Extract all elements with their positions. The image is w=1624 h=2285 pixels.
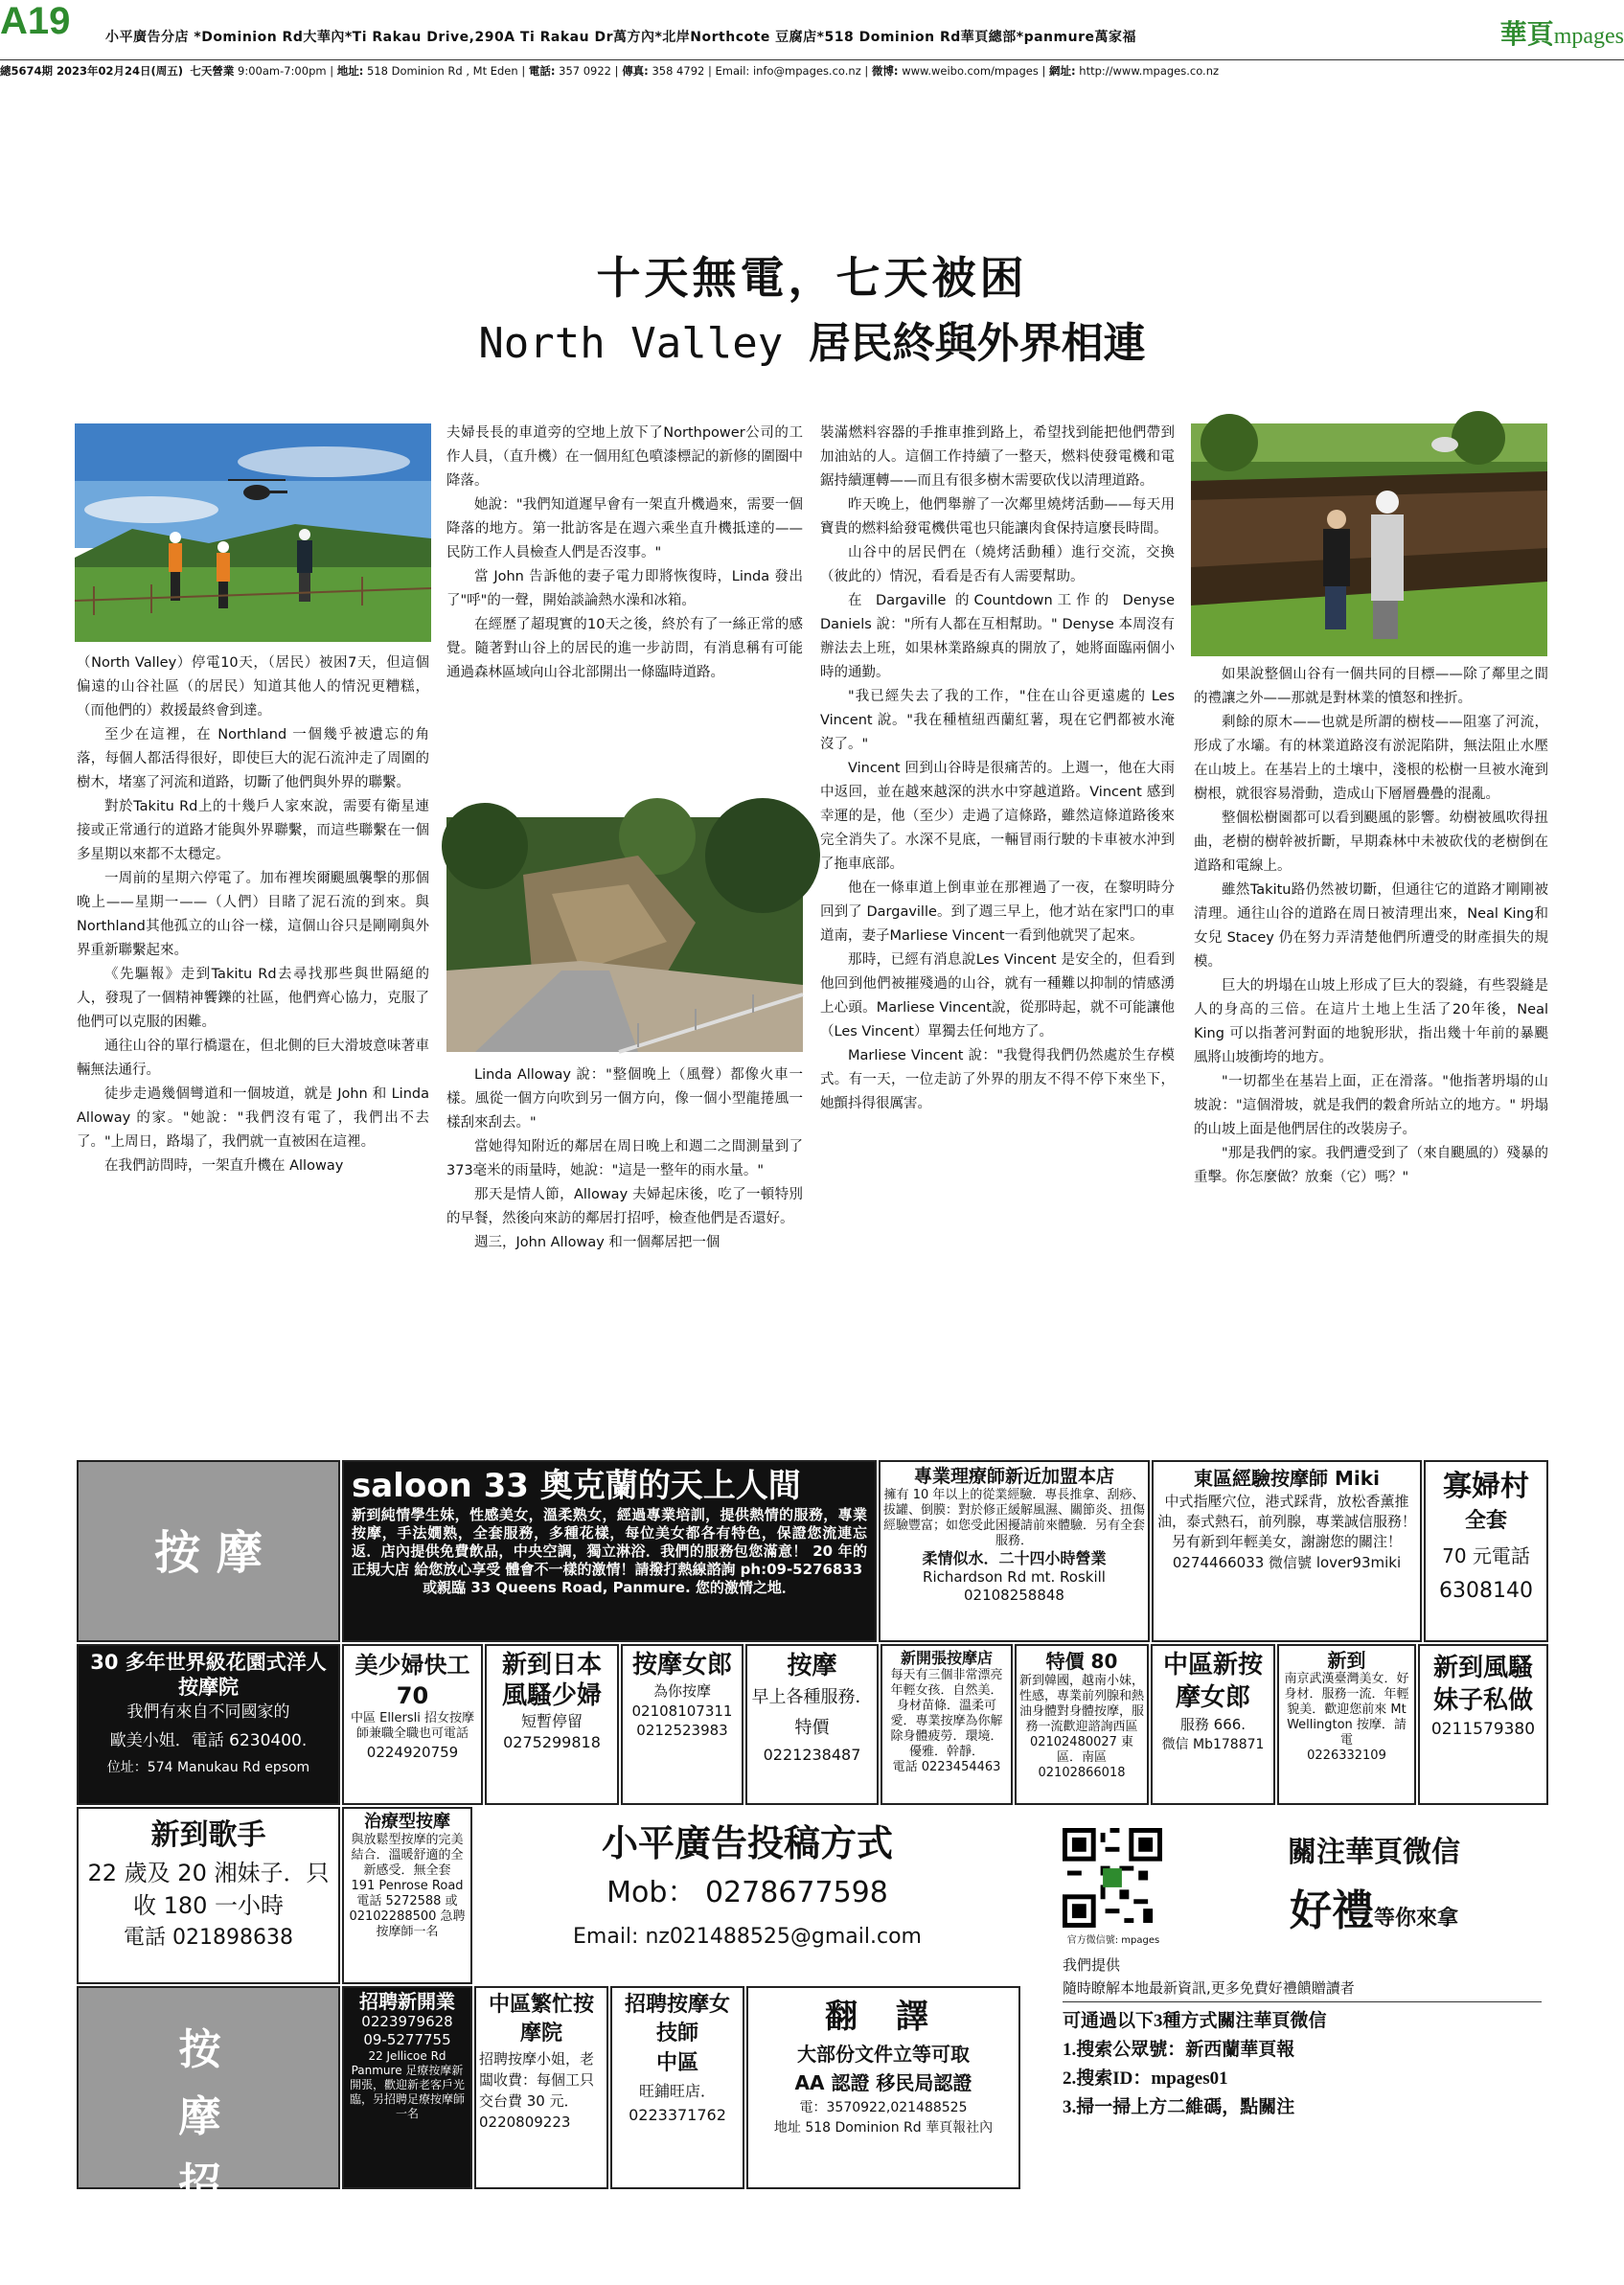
- therapy-body: 與放鬆型按摩的完美結合．溫暖舒適的全新感受．無全套: [351, 1833, 464, 1878]
- article-column-2-bottom: [446, 1063, 803, 1255]
- address-label: 地址:: [336, 64, 364, 78]
- saloon-body: 新到純情學生妹，性感美女，溫柔熟女，經過專業培訓，提供熱情的服務，專業按摩，手法嫺熟，全套服務，多種花樣，每位美女都各有特色，保證您流連忘返．店內提供免費飲品，中央空調，獨立淋浴．我們的服務包您滿意！ 20 年的正規大店 給您放心享受 體會不一樣的激情！請撥打熱線諮詢 ph:09-5276833: [352, 1506, 867, 1578]
- phone-label: 電話:: [528, 64, 556, 78]
- hillside-crack-photo: [1191, 423, 1547, 656]
- nanjing-phone: 0226332109: [1307, 1748, 1386, 1763]
- nvlang-title: 按摩女郎: [631, 1651, 732, 1679]
- paragraph: 整個松樹園都可以看到颶風的影響。幼樹被風吹得扭曲，老樹的樹幹被折斷，早期森林中未被砍伐的老樹倒在道路和電線上。: [1194, 811, 1548, 874]
- meishao-phone: 0224920759: [366, 1744, 459, 1761]
- miki-title: 東區經驗按摩師 Miki: [1194, 1467, 1380, 1490]
- article-column-2-top: [446, 422, 803, 685]
- translate-line-2: AA 認證 移民局認證: [794, 2071, 972, 2094]
- widow-sub: 全套: [1464, 1509, 1507, 1533]
- headline: 十天無電，七天被困: [596, 252, 1028, 304]
- wechat-gift: [1216, 1876, 1532, 1937]
- paragraph: （North Valley）停電10天，（居民）被困7天，但這個偏遠的山谷社區（的居民）知道其他人的情況更糟糕，（而他們的）救援最終會到達。: [77, 655, 429, 719]
- paragraph: 週三，John Alloway 和一個鄰居把一個: [474, 1235, 721, 1250]
- therapist-title: 專業理療師新近加盟本店: [913, 1466, 1114, 1487]
- japan-phone: 0275299818: [503, 1733, 601, 1751]
- ad-translation[interactable]: [746, 1986, 1020, 2189]
- paragraph: 裝滿燃料容器的手推車推到路上，希望找到能把他們帶到加油站的人。這個工作持續了一整天，燃料使發電機和電鋸持續運轉——而且有很多樹木需要砍伐以清理道路。: [820, 425, 1175, 489]
- paragraph: 夫婦長長的車道旁的空地上放下了Northpower公司的工作人員，（直升機）在一個用紅色噴漆標記的新修的圍圈中降落。: [446, 425, 803, 489]
- paragraph: 在 Dargaville 的Countdown工作的 Denyse Daniels 說："所有人都在互相幫助。" Denyse 本周沒有辦法去上班，如果林業路線真的開放了，她將面臨兩個小時的通勤。: [820, 593, 1175, 680]
- paragraph: 在我們訪問時，一架直升機在 Alloway: [104, 1158, 344, 1174]
- widow-price: 70 元電話: [1442, 1544, 1530, 1567]
- paragraph: 一周前的星期六停電了。加布裡埃爾颶風襲擊的那個晚上——星期一——（人們）目睹了泥石流的到來。與Northland其他孤立的山谷一樣，這個山谷只是剛剛與外界重新聯繫起來。: [77, 871, 429, 958]
- ad-meishao[interactable]: [342, 1644, 483, 1805]
- special-body: 新到韓國，越南小妹，性感，專業前列腺和熱油身體對身體按摩，服務一流歡迎諮詢西區: [1019, 1674, 1145, 1734]
- paragraph: "那是我們的家。我們遭受到了（來自颶風的）殘暴的重擊。你怎麼做？放棄（它）嗎？": [1194, 1146, 1548, 1185]
- paragraph: 對於Takitu Rd上的十幾戶人家來說，需要有衛星連接或正常通行的道路才能與外界聯繫，而這些聯繫在一個多星期以來都不太穩定。: [77, 799, 429, 862]
- hiring1-phone-2: 09-5277755: [363, 2031, 451, 2048]
- hiring1-phone-1: 0223979628: [361, 2013, 453, 2030]
- meishao-title: 美少婦快工 70: [355, 1652, 470, 1709]
- widow-title: 寡婦村: [1443, 1470, 1529, 1503]
- subheadline-latin: North Valley: [478, 319, 809, 368]
- qr-caption: 官方微信號: mpages: [1066, 1935, 1160, 1946]
- website-link[interactable]: http://www.mpages.co.nz: [1079, 64, 1220, 78]
- hours: 9:00am-7:00pm: [238, 64, 327, 78]
- paragraph: 山谷中的居民們在（燒烤活動種）進行交流，交換（彼此的）情況，看看是否有人需要幫助。: [820, 545, 1175, 584]
- submission-email[interactable]: Email: nz021488525@gmail.com: [573, 1925, 922, 1949]
- landslide-road-photo: [446, 817, 803, 1052]
- translate-line-1: 大部份文件立等可取: [797, 2043, 970, 2066]
- saloon-title-latin: saloon 33: [352, 1467, 540, 1505]
- paragraph: 剩餘的原木——也就是所謂的樹枝——阻塞了河流，形成了水壩。有的林業道路沒有淤泥陷阱，無法阻止水壓在山坡上。在基岩上的土壤中，淺根的松樹一旦被水淹到樹根，就很容易滑動，造成山下層層疊疊的混亂。: [1194, 715, 1548, 802]
- saloon-title-cn: 奧克蘭的天上人間: [539, 1467, 801, 1505]
- central-sub: 服務 666.: [1179, 1716, 1247, 1733]
- paragraph: 徒步走過幾個彎道和一個坡道，就是 John 和 Linda Alloway 的家。"她說："我們沒有電了，我們出不去了。"上周日，路塌了，我們就一直被困在這裡。: [77, 1086, 429, 1150]
- submission-title: 小平廣告投稿方式: [601, 1822, 893, 1864]
- ad-garden-massage[interactable]: [77, 1644, 340, 1805]
- nvlang-sub: 為你按摩: [652, 1682, 711, 1700]
- ad-hiring-female[interactable]: [610, 1986, 744, 2189]
- paragraph: "一切都坐在基岩上面，正在滑落。"他指著坍塌的山坡說："這個滑坡，就是我們的穀倉所站立的地方。" 坍塌的山坡上面是他們居住的改裝房子。: [1194, 1074, 1548, 1137]
- ad-saloon33[interactable]: [342, 1460, 877, 1642]
- central-wechat: 微信 Mb178871: [1161, 1737, 1265, 1752]
- wechat-way-1: 1.搜索公眾號：新西蘭華頁報: [1063, 2040, 1295, 2060]
- ad-new-open[interactable]: [881, 1644, 1013, 1805]
- hiring1-title: 招聘新開業: [359, 1990, 455, 2013]
- ad-therapy-massage[interactable]: [342, 1807, 472, 1984]
- garden-body: 我們有來自不同國家的: [126, 1702, 290, 1722]
- paragraph: 巨大的坍塌在山坡上形成了巨大的裂縫，有些裂縫是人的身高的三倍。在這片土地上生活了20年後，Neal King 可以指著河對面的地貌形狀，指出幾十年前的暴颶風將山坡衝垮的地方。: [1194, 978, 1548, 1065]
- submission-mobile[interactable]: Mob： 0278677598: [606, 1876, 888, 1909]
- singer-body: 22 歲及 20 湘妹子．只收 180 一小時: [87, 1860, 330, 1919]
- wechat-desc: 隨時瞭解本地最新資訊,更多免費好禮饋贈讀者: [1063, 1977, 1542, 2002]
- paragraph: 那天是情人節，Alloway 夫婦起床後，吃了一頓特別的早餐，然後向來訪的鄰居打招呼，檢查他們是否還好。: [446, 1187, 803, 1226]
- early-phone: 0221238487: [763, 1746, 861, 1764]
- address: 518 Dominion Rd , Mt Eden: [367, 64, 518, 78]
- ad-busy-central[interactable]: [474, 1986, 608, 2189]
- qr-code-icon[interactable]: [1063, 1828, 1162, 1928]
- hiring2-title: 招聘按摩女技師: [624, 1993, 730, 2045]
- paragraph: Vincent 回到山谷時是很痛苦的。上週一，他在大雨中返回，並在越來越深的洪水中穿越道路。Vincent 感到幸運的是，他（至少）走過了這條路，雖然這條道路後來完全消失了。水深不見底，一輛冒雨行駛的卡車被水沖到了拖車底部。: [820, 761, 1175, 872]
- saosao-title: 新到風騷妹子私做: [1432, 1654, 1533, 1715]
- therapy-address: 191 Penrose Road: [351, 1879, 464, 1893]
- paragraph: 如果說整個山谷有一個共同的目標——除了鄰里之間的禮讓之外——那就是對林業的憤怒和挫折。: [1194, 667, 1548, 706]
- central-title: 中區新按摩女郎: [1162, 1651, 1263, 1712]
- article-column-3: [820, 422, 1175, 1116]
- early-body: 早上各種服務．特價: [751, 1687, 873, 1738]
- translate-phone: 電：3570922,021488525: [799, 2100, 968, 2115]
- gift-sub: 等你來拿: [1373, 1907, 1458, 1931]
- paragraph: Marliese Vincent 說："我覺得我們仍然處於生存模式。有一天，一位走訪了外界的朋友不得不停下來坐下，她顫抖得很厲害。: [820, 1048, 1175, 1111]
- ad-therapist[interactable]: [879, 1460, 1150, 1642]
- page-number: A19: [0, 0, 71, 42]
- paragraph: 昨天晚上，他們舉辦了一次鄰里燒烤活動——每天用寶貴的燃料給發電機供電也只能讓肉食保持這麼長時間。: [820, 497, 1175, 537]
- miki-body: 中式指壓穴位，港式踩背，放松香薰推油，泰式熱石，前列腺，專業誠信服務！另有新到年輕美女，謝謝您的關注！: [1156, 1493, 1416, 1550]
- saloon-address: 或親臨 33 Queens Road, Panmure. 您的激情之地．: [423, 1579, 796, 1596]
- nvlang-phone-1: 02108107311: [631, 1702, 733, 1720]
- article-column-1: [77, 651, 429, 1178]
- wechat-provide: 我們提供: [1063, 1956, 1121, 1974]
- paragraph: 至少在這裡，在 Northland 一個幾乎被遺忘的角落，每個人都活得很好，即使巨大的泥石流沖走了周圍的樹木，堵塞了河流和道路，切斷了他們與外界的聯繫。: [77, 727, 429, 790]
- ad-special-80[interactable]: [1015, 1644, 1149, 1805]
- therapy-phone: 電話 5272588 或 02102288500 急聘按摩師一名: [349, 1894, 466, 1939]
- paragraph: 在經歷了超現實的10天之後，終於有了一絲正常的感覺。隨著對山谷上的居民的進一步訪問，有消息稱有可能通過森林區域向山谷北部開出一條臨時道路。: [446, 617, 803, 680]
- issue-date: 總5674期 2023年02月24日(周五): [0, 64, 184, 78]
- nanjing-body: 南京武漢臺灣美女．好身材．服務一流．年輕貌美．歡迎您前來 Mt Wellington 按摩．請電: [1284, 1672, 1409, 1748]
- miki-phone: 0274466033 微信號 lover93miki: [1172, 1554, 1402, 1571]
- wechat-ways: 可通過以下3種方式關注華頁微信: [1063, 2011, 1327, 2031]
- weibo-link[interactable]: www.weibo.com/mpages: [902, 64, 1039, 78]
- ad-japan[interactable]: [485, 1644, 619, 1805]
- therapist-body: 擁有 10 年以上的從業經驗．專長推拿、刮痧、拔罐、倒膜：對於修正緩解風濕、關節炎、扭傷經驗豐富；如您受此困擾請前來體驗．另有全套服務．: [883, 1488, 1146, 1548]
- japan-title: 新到日本風騷少婦: [501, 1651, 602, 1710]
- ad-nvlang[interactable]: [621, 1644, 743, 1805]
- therapist-address: Richardson Rd mt. Roskill: [923, 1568, 1106, 1586]
- newopen-title: 新開張按摩店: [900, 1649, 993, 1667]
- paragraph: 那時，已經有消息說Les Vincent 是安全的，但看到他回到他們被摧殘過的山谷，就有一種難以抑制的情感湧上心頭。Marliese Vincent說，從那時起，就不可能讓他（Les Vincent）單獨去任何地方了。: [820, 952, 1175, 1040]
- therapist-phone: 02108258848: [964, 1587, 1064, 1604]
- japan-sub: 短暫停留: [520, 1712, 583, 1730]
- web-label: 網址:: [1049, 64, 1076, 78]
- branch-list: 小平廣告分店 *Dominion Rd大華內*Ti Rakau Drive,290A Ti Rakau Dr萬方內*北岸Northcote 豆腐店*518 Dominion Rd華頁總部*panmure萬家福: [105, 30, 1136, 45]
- email[interactable]: Email: info@mpages.co.nz: [715, 64, 861, 78]
- wechat-promo: [1022, 1807, 1548, 2117]
- ad-saosao[interactable]: [1418, 1644, 1548, 1805]
- logo-cn: 華頁: [1499, 18, 1554, 50]
- ad-central-nvlang[interactable]: [1151, 1644, 1275, 1805]
- phone: 357 0922: [559, 64, 611, 78]
- translate-address: 地址 518 Dominion Rd 華頁報社內: [773, 2120, 994, 2136]
- widow-phone: 6308140: [1439, 1579, 1533, 1603]
- mpages-logo: [1500, 13, 1624, 52]
- weibo-label: 微博:: [871, 64, 899, 78]
- busy-body: 招聘按摩小姐，老闆收費：每個工只交台費 30 元．0220809223: [479, 2050, 595, 2131]
- ad-nanjing[interactable]: [1277, 1644, 1416, 1805]
- paragraph: 《先驅報》走到Takitu Rd去尋找那些與世隔絕的人，發現了一個精神饗鑠的社區，他們齊心協力，克服了他們可以克服的困難。: [77, 967, 429, 1030]
- paragraph: 她說："我們知道遲早會有一架直升機過來，需要一個降落的地方。第一批訪客是在週六乘坐直升機抵達的——民防工作人員檢查人們是否沒事。": [446, 497, 803, 560]
- early-title: 按摩: [787, 1652, 837, 1680]
- massage-section-label: 按 摩: [77, 1460, 340, 1642]
- article-column-4: [1194, 663, 1548, 1190]
- hiring2-body: 旺鋪旺店．: [638, 2082, 716, 2100]
- wechat-way-3: 3.掃一掃上方二維碼，點關注: [1063, 2097, 1295, 2117]
- hiring2-sub: 中區: [655, 2051, 698, 2075]
- gift-text: 好禮: [1289, 1886, 1374, 1935]
- busy-title: 中區繁忙按摩院: [488, 1993, 594, 2045]
- hiring1-address: 22 Jellicoe Rd Panmure 足療按摩新開張，歡迎新老客戶光臨，另招聘足療按摩師一名: [349, 2049, 465, 2120]
- saosao-phone: 0211579380: [1430, 1720, 1536, 1739]
- recruit-section-label: 按 摩 招 聘: [77, 1986, 340, 2189]
- fax: 358 4792: [652, 64, 705, 78]
- singer-phone: 電話 021898638: [124, 1926, 293, 1950]
- logo-en: mpages: [1553, 24, 1624, 49]
- special-phone: 02102480027 東區．南區 02102866018: [1029, 1735, 1134, 1780]
- garden-address: 位址：574 Manukau Rd epsom: [106, 1760, 310, 1775]
- translate-title: 翻 譯: [825, 1998, 942, 2036]
- hiring2-phone: 0223371762: [629, 2106, 726, 2124]
- subheadline-cn: 居民終與外界相連: [808, 319, 1146, 368]
- garden-phone: 歐美小姐．電話 6230400.: [109, 1731, 308, 1750]
- newopen-phone: 電話 0223454463: [892, 1760, 1001, 1774]
- garden-title: 30 多年世界級花園式洋人按摩院: [90, 1651, 327, 1699]
- ad-early-massage[interactable]: [745, 1644, 879, 1805]
- info-bar: 總5674期 2023年02月24日(周五) 七天營業 9:00am-7:00pm | 地址: 518 Dominion Rd , Mt Eden | 電話: 357 0922 | 傳真: 358 4792 | Email: info@mpages.co.nz | 微博: www.weibo.com/mpages | 網址: http://www.mpages.co.nz: [0, 59, 1624, 79]
- hours-label: 七天營業: [190, 64, 235, 78]
- paragraph: "我已經失去了我的工作，"住在山谷更遠處的 Les Vincent 說。"我在種植紐西蘭紅薯，現在它們都被水淹沒了。": [820, 689, 1175, 752]
- ad-miki[interactable]: [1152, 1460, 1422, 1642]
- ad-singer[interactable]: [77, 1807, 340, 1984]
- newopen-body: 每天有三個非常漂亮年輕女孩．自然美．身材苗條．溫柔可愛．專業按摩為你解除身體疲勞．環境．優雅．幹靜．: [890, 1668, 1003, 1759]
- nvlang-phone-2: 0212523983: [636, 1722, 728, 1739]
- subheadline: [0, 308, 1624, 370]
- paragraph: Linda Alloway 說："整個晚上（風聲）都像火車一樣。風從一個方向吹到另一個方向，像一個小型龍捲風一樣刮來刮去。": [446, 1067, 803, 1131]
- paragraph: 通往山谷的單行橋還在，但北側的巨大滑坡意味著車輛無法通行。: [77, 1039, 429, 1078]
- singer-title: 新到歌手: [150, 1818, 266, 1852]
- ad-widow-village[interactable]: [1424, 1460, 1548, 1642]
- paragraph: 雖然Takitu路仍然被切斷，但通往它的道路才剛剛被清理。通往山谷的道路在周日被清理出來，Neal King和女兒 Stacey 仍在努力弄清楚他們所遭受的財產損失的規模。: [1194, 882, 1548, 970]
- nanjing-title: 新到: [1327, 1649, 1366, 1672]
- paragraph: 當她得知附近的鄰居在周日晚上和週二之間測量到了373毫米的雨量時，她說："這是一整年的雨水量。": [446, 1139, 803, 1178]
- wechat-way-2: 2.搜索ID：mpages01: [1063, 2068, 1228, 2089]
- paragraph: 當 John 告訴他的妻子電力即將恢復時，Linda 發出了"呼"的一聲，開始談論熱水澡和冰箱。: [446, 569, 803, 608]
- special-title: 特價 80: [1045, 1650, 1118, 1673]
- ad-submission-info: [474, 1807, 1020, 1984]
- therapist-line: 柔情似水．二十四小時營業: [922, 1549, 1107, 1567]
- page-header: [0, 0, 1624, 78]
- fax-label: 傳真:: [622, 64, 649, 78]
- helicopter-photo: [75, 423, 431, 642]
- paragraph: 他在一條車道上倒車並在那裡過了一夜，在黎明時分回到了 Dargaville。到了週三早上，他才站在家門口的車道南，妻子Marliese Vincent一看到他就哭了起來。: [820, 880, 1175, 944]
- wechat-title: 關注華頁微信: [1288, 1836, 1460, 1869]
- therapy-title: 治療型按摩: [364, 1812, 450, 1832]
- meishao-body: 中區 Ellersli 招女按摩師兼職全職也可電話: [350, 1711, 475, 1741]
- ad-hiring-new[interactable]: [342, 1986, 472, 2189]
